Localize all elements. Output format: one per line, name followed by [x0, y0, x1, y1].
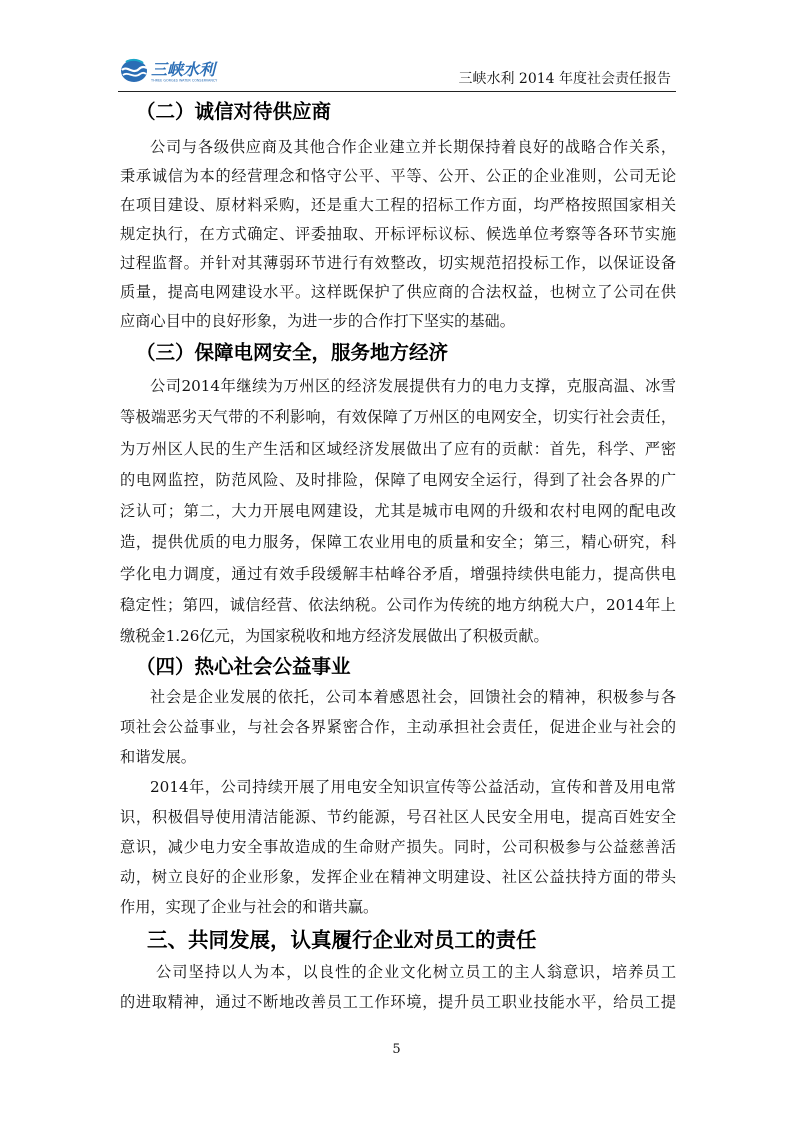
report-title: 三峡水利 2014 年度社会责任报告 — [458, 71, 671, 87]
body-line: 应商心目中的良好形象，为进一步的合作打下坚实的基础。 — [120, 312, 515, 330]
body-line: 公司2014年继续为万州区的经济发展提供有力的电力支撑，克服高温、冰雪 — [150, 377, 676, 395]
body-line: 稳定性；第四，诚信经营、依法纳税。公司作为传统的地方纳税大户，2014年上 — [120, 596, 676, 614]
body-line: 缴税金1.26亿元，为国家税收和地方经济发展做出了积极贡献。 — [120, 627, 549, 645]
body-line: 造，提供优质的电力服务，保障工农业用电的质量和安全；第三，精心研究，科 — [120, 533, 676, 551]
body-line: 等极端恶劣天气带的不利影响，有效保障了万州区的电网安全，切实行社会责任， — [120, 408, 676, 426]
chapter-heading: 三、共同发展，认真履行企业对员工的责任 — [147, 928, 537, 952]
body-line: 作用，实现了企业与社会的和谐共赢。 — [120, 898, 379, 916]
body-line: 的电网监控，防范风险、及时排险，保障了电网安全运行，得到了社会各界的广 — [120, 471, 676, 489]
body-line: 意识，减少电力安全事故造成的生命财产损失。同时，公司积极参与公益慈善活 — [120, 838, 676, 856]
section-heading: （四）热心社会公益事业 — [136, 655, 351, 678]
logo-name-en: THREE GORGES WATER CONSERVANCY — [151, 78, 218, 83]
logo-name-cn: 三峡水利 — [151, 60, 216, 79]
body-line: 过程监督。并针对其薄弱环节进行有效整改，切实规范招投标工作，以保证设备 — [120, 254, 676, 272]
body-line: 和谐发展。 — [120, 748, 196, 766]
body-line: 社会是企业发展的依托，公司本着感恩社会，回馈社会的精神，积极参与各 — [150, 688, 676, 706]
page-number: 5 — [392, 1042, 401, 1057]
body-line: 公司与各级供应商及其他合作企业建立并长期保持着良好的战略合作关系， — [150, 138, 676, 156]
logo-emblem-icon — [121, 60, 147, 82]
section-heading: （三）保障电网安全，服务地方经济 — [136, 341, 449, 364]
body-line: 动，树立良好的企业形象，发挥企业在精神文明建设、社区公益扶持方面的带头 — [120, 868, 676, 886]
body-line: 2014年，公司持续开展了用电安全知识宣传等公益活动，宣传和普及用电常 — [150, 778, 676, 796]
body-line: 的进取精神，通过不断地改善员工工作环境，提升员工职业技能水平，给员工提 — [120, 993, 676, 1011]
body-line: 规定执行，在方式确定、评委抽取、开标评标议标、候选单位考察等各环节实施 — [120, 225, 676, 243]
body-line: 学化电力调度，通过有效手段缓解丰枯峰谷矛盾，增强持续供电能力，提高供电 — [120, 565, 676, 583]
body-line: 泛认可；第二，大力开展电网建设，尤其是城市电网的升级和农村电网的配电改 — [120, 502, 676, 520]
body-line: 为万州区人民的生产生活和区域经济发展做出了应有的贡献：首先，科学、严密 — [120, 440, 676, 458]
body-line: 项社会公益事业，与社会各界紧密合作，主动承担社会责任，促进企业与社会的 — [120, 718, 676, 736]
body-line: 公司坚持以人为本，以良性的企业文化树立员工的主人翁意识，培养员工 — [156, 963, 676, 981]
company-logo — [118, 50, 233, 88]
header-divider — [118, 91, 676, 92]
section-heading: （二）诚信对待供应商 — [136, 100, 332, 123]
body-line: 质量，提高电网建设水平。这样既保护了供应商的合法权益，也树立了公司在供 — [120, 283, 676, 301]
body-line: 秉承诚信为本的经营理念和恪守公平、平等、公开、公正的企业准则，公司无论 — [120, 167, 676, 185]
body-line: 识，积极倡导使用清洁能源、节约能源，号召社区人民安全用电，提高百姓安全 — [120, 808, 676, 826]
body-line: 在项目建设、原材料采购，还是重大工程的招标工作方面，均严格按照国家相关 — [120, 196, 676, 214]
